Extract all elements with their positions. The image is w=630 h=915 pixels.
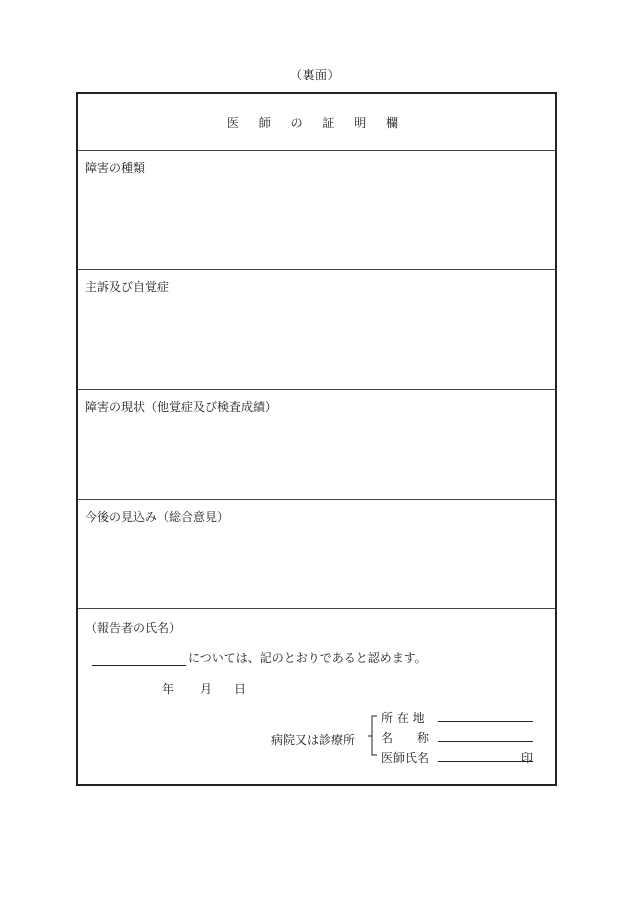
patient-name-blank[interactable] [92,653,186,666]
section-label: 障害の現状（他覚症及び検査成績） [85,400,278,414]
field-underline [438,761,533,762]
form-title: 医 師 の 証 明 欄 [226,116,407,130]
field-institution-name[interactable] [381,729,536,749]
form-header [78,94,555,150]
section-disability-type[interactable] [78,150,555,269]
institution-fields [381,709,536,769]
field-underline [438,721,533,722]
section-label: 障害の種類 [85,161,146,175]
section-reporter [78,608,555,784]
section-label: 今後の見込み（総合意見） [85,510,230,524]
date-month: 月 [200,682,213,696]
section-current-condition[interactable] [78,389,555,499]
section-complaints[interactable] [78,269,555,389]
section-prognosis[interactable] [78,499,555,608]
page-side-label: （裏面） [289,68,340,82]
reporter-label: （報告者の氏名） [85,621,182,635]
date-line[interactable] [162,680,246,697]
certification-text: については、記のとおりであると認めます。 [188,651,427,665]
physician-certificate-form [76,92,557,786]
institution-label: 病院又は診療所 [271,733,356,747]
field-label: 医師氏名 [381,751,430,765]
field-doctor-name[interactable] [381,749,536,769]
brace-icon [368,715,378,756]
section-label: 主訴及び自覚症 [85,280,170,294]
date-year: 年 [162,682,175,696]
certification-line [92,649,427,666]
field-label: 所 在 地 [381,711,425,725]
field-address[interactable] [381,709,536,729]
field-label: 名 称 [381,731,430,745]
seal-mark: 印 [521,751,534,765]
date-day: 日 [234,682,247,696]
field-underline [438,741,533,742]
